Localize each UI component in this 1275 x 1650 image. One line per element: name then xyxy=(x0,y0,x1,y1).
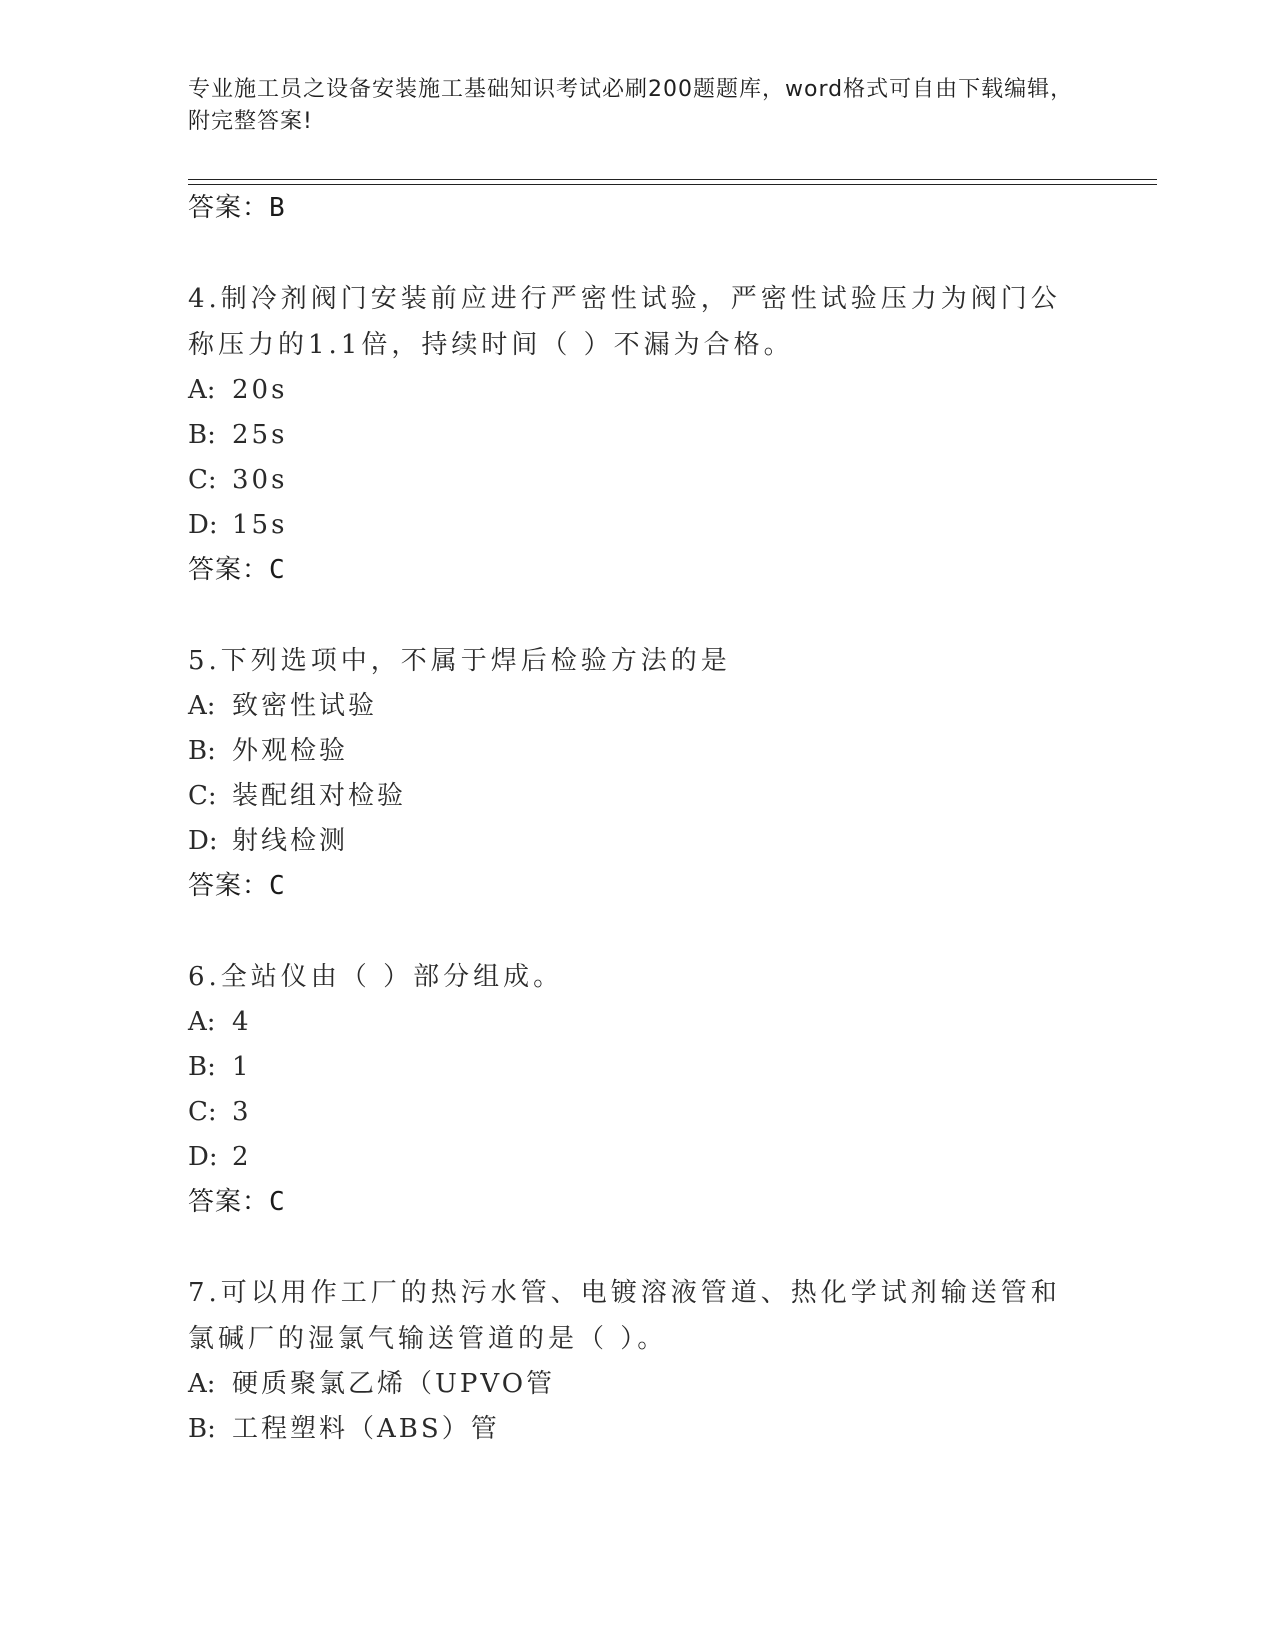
question-4-option-d xyxy=(188,508,287,542)
option-letter: D: xyxy=(188,1142,218,1172)
option-text: 装配组对检验 xyxy=(232,781,407,811)
question-6-text: 6.全站仪由（ ）部分组成。 xyxy=(188,962,564,992)
option-letter: B: xyxy=(188,1414,216,1444)
answer-label: 答案： xyxy=(188,871,270,901)
document-header-title: 专业施工员之设备安装施工基础知识考试必刷200题题库，word格式可自由下载编辑，附完整答案! xyxy=(188,77,1074,134)
question-5-option-b xyxy=(188,734,348,768)
option-letter: B: xyxy=(188,736,216,766)
option-text: 20s xyxy=(232,375,288,405)
option-letter: A: xyxy=(188,1369,216,1399)
option-text: 30s xyxy=(232,465,288,495)
answer-value: B xyxy=(269,193,285,223)
option-text: 1 xyxy=(232,1052,252,1082)
question-7-text: 7.可以用作工厂的热污水管、电镀溶液管道、热化学试剂输送管和氯碱厂的湿氯气输送管道的是（ ）。 xyxy=(188,1278,1061,1354)
question-6-answer xyxy=(188,1185,285,1219)
question-6-option-c xyxy=(188,1095,252,1129)
option-letter: B: xyxy=(188,1052,216,1082)
question-7-option-a xyxy=(188,1367,555,1401)
option-letter: C: xyxy=(188,465,217,495)
option-letter: B: xyxy=(188,420,216,450)
question-4-text: 4.制冷剂阀门安装前应进行严密性试验，严密性试验压力为阀门公称压力的1.1倍，持续时间（ ）不漏为合格。 xyxy=(188,284,1061,360)
option-letter: D: xyxy=(188,826,218,856)
option-letter: A: xyxy=(188,1007,216,1037)
prev-answer xyxy=(188,191,285,225)
question-6-option-d xyxy=(188,1140,252,1174)
option-letter: A: xyxy=(188,691,216,721)
question-7-option-b xyxy=(188,1412,500,1446)
answer-value: C xyxy=(269,555,285,585)
answer-label: 答案： xyxy=(188,193,270,223)
option-text: 工程塑料（ABS）管 xyxy=(232,1414,500,1444)
option-text: 外观检验 xyxy=(232,736,349,766)
answer-label: 答案： xyxy=(188,1187,270,1217)
question-5-option-d xyxy=(188,824,348,858)
answer-label: 答案： xyxy=(188,555,270,585)
answer-value: C xyxy=(269,1187,285,1217)
question-5-answer xyxy=(188,869,285,903)
option-text: 25s xyxy=(232,420,288,450)
question-6-option-a xyxy=(188,1005,252,1039)
answer-value: C xyxy=(269,871,285,901)
option-text: 15s xyxy=(232,510,288,540)
question-6-option-b xyxy=(188,1050,252,1084)
option-text: 3 xyxy=(232,1097,252,1127)
option-text: 2 xyxy=(232,1142,252,1172)
header-divider-line-double xyxy=(188,184,1157,185)
header-divider-line xyxy=(188,179,1157,180)
question-4-option-b xyxy=(188,418,287,452)
option-text: 致密性试验 xyxy=(232,691,378,721)
option-letter: C: xyxy=(188,781,217,811)
option-text: 4 xyxy=(232,1007,252,1037)
option-letter: D: xyxy=(188,510,218,540)
question-4-answer xyxy=(188,553,285,587)
question-5-option-c xyxy=(188,779,406,813)
option-text: 硬质聚氯乙烯（UPVO管 xyxy=(232,1369,556,1399)
option-letter: A: xyxy=(188,375,216,405)
question-5-option-a xyxy=(188,689,377,723)
question-4-option-c xyxy=(188,463,287,497)
question-4-option-a xyxy=(188,373,287,407)
option-letter: C: xyxy=(188,1097,217,1127)
question-5-text: 5.下列选项中，不属于焊后检验方法的是 xyxy=(188,646,731,676)
option-text: 射线检测 xyxy=(232,826,349,856)
